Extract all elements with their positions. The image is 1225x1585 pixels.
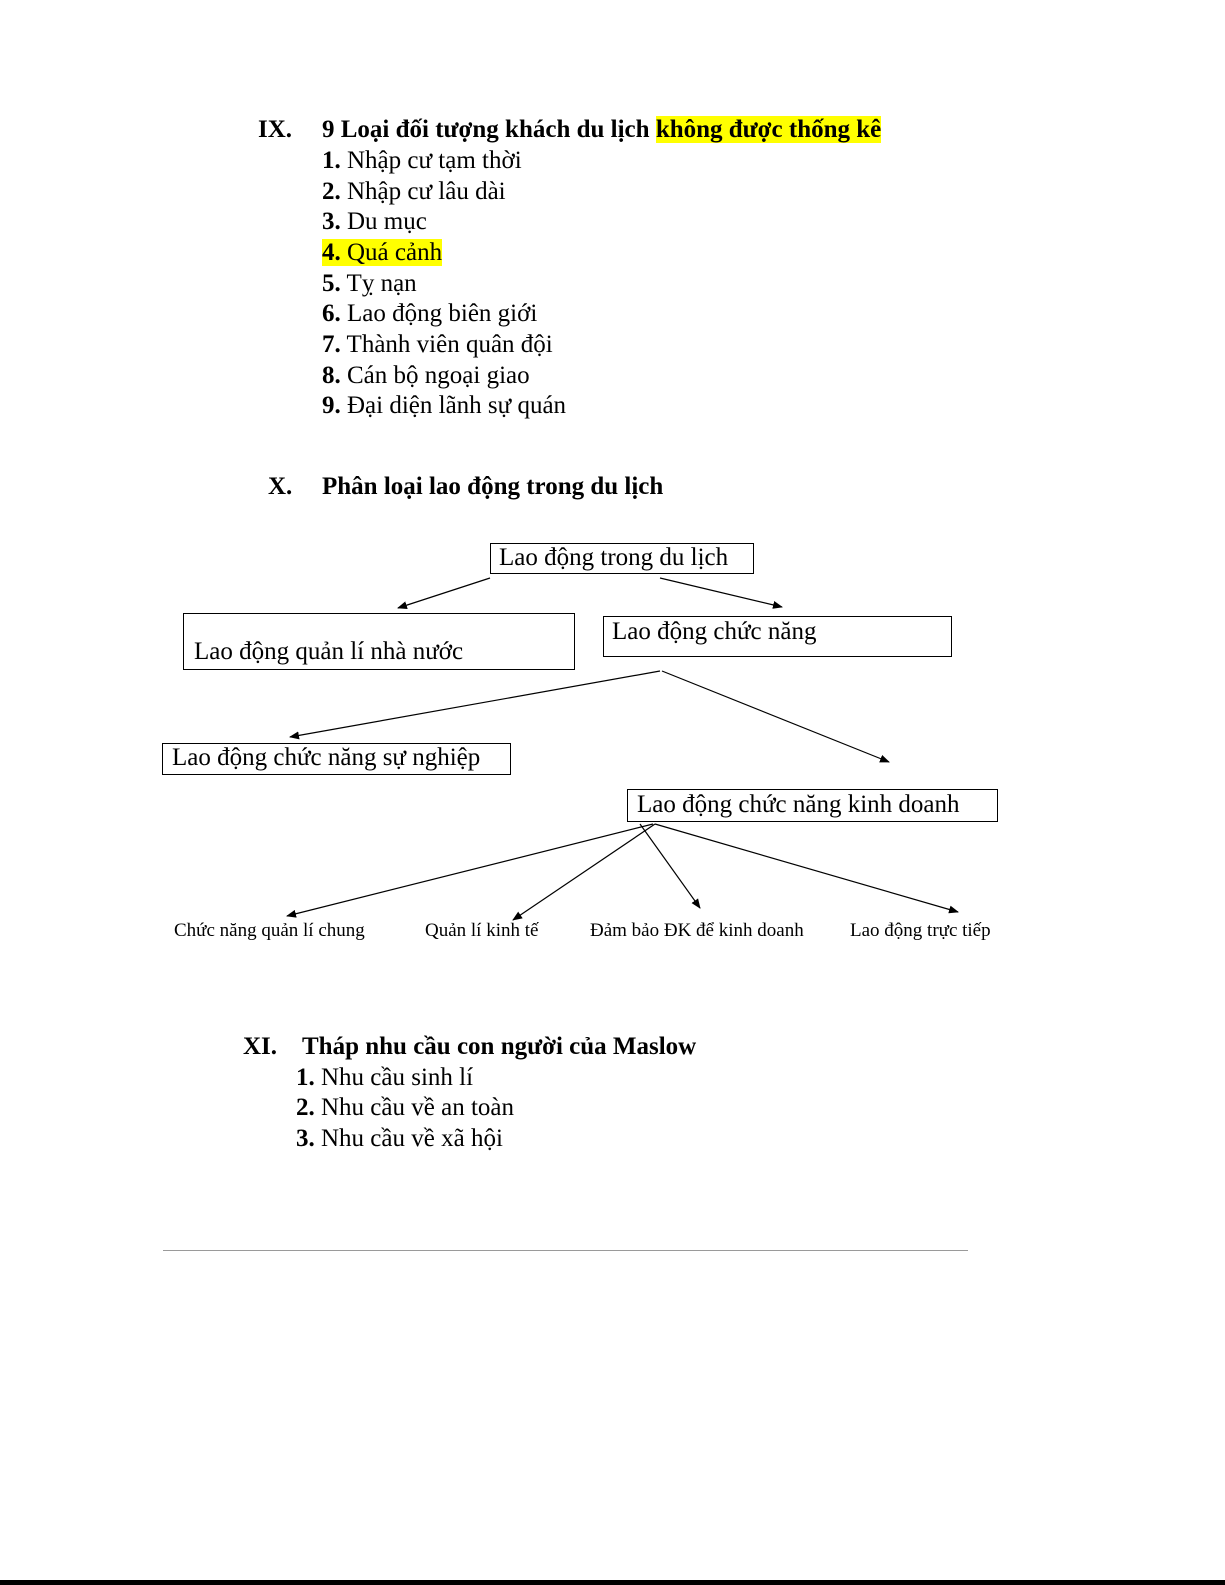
arrow-root-to-functional (660, 578, 782, 607)
node-label: Lao động quản lí nhà nước (194, 638, 464, 665)
list-text: Nhập cư lâu dài (340, 178, 506, 205)
arrow-business-to-leaf-2 (513, 824, 655, 920)
section-ix-title-highlight: không được thống kê (655, 116, 882, 143)
arrow-root-to-state (398, 578, 490, 608)
list-number: 4. (322, 239, 341, 266)
list-text: Lao động biên giới (340, 300, 538, 327)
list-number: 6. (322, 300, 341, 327)
list-text: Du mục (340, 208, 427, 235)
list-number: 2. (296, 1094, 315, 1121)
list-number: 2. (322, 178, 341, 205)
list-number: 3. (296, 1125, 315, 1152)
list-number: 1. (322, 147, 341, 174)
list-item (296, 1123, 503, 1154)
node-state-management (183, 613, 575, 670)
list-number: 7. (322, 331, 341, 358)
page-divider (163, 1250, 968, 1251)
node-functional-public (162, 743, 511, 775)
list-number: 1. (296, 1064, 315, 1091)
list-number: 8. (322, 362, 341, 389)
section-xi-title: Tháp nhu cầu con người của Maslow (302, 1033, 697, 1060)
node-root (490, 543, 754, 574)
leaf-direct-labor: Lao động trực tiếp (850, 920, 991, 941)
arrow-business-to-leaf-4 (655, 824, 958, 912)
section-x-title: Phân loại lao động trong du lịch (322, 473, 664, 500)
list-number: 9. (322, 392, 341, 419)
list-item (296, 1062, 473, 1093)
node-functional (603, 616, 952, 657)
node-functional-business (627, 789, 998, 822)
arrow-functional-to-public (290, 671, 660, 737)
node-label: Lao động chức năng (612, 618, 817, 645)
list-text: Nhu cầu về an toàn (314, 1094, 514, 1121)
leaf-general-management: Chức năng quản lí chung (174, 920, 365, 941)
arrow-business-to-leaf-1 (287, 824, 653, 916)
list-text: Đại diện lãnh sự quán (340, 392, 567, 419)
arrow-functional-to-business (662, 671, 889, 762)
section-ix-numeral: IX. (258, 116, 293, 143)
node-label: Lao động chức năng kinh doanh (637, 791, 960, 818)
list-number: 3. (322, 208, 341, 235)
node-label: Lao động trong du lịch (499, 544, 729, 571)
list-text: Cán bộ ngoại giao (340, 362, 530, 389)
section-x-numeral: X. (268, 473, 293, 500)
list-text: Thành viên quân đội (340, 331, 553, 358)
list-text: Quá cảnh (340, 239, 443, 266)
list-text: Nhập cư tạm thời (340, 147, 522, 174)
arrow-business-to-leaf-3 (640, 824, 700, 908)
section-xi-numeral: XI. (243, 1033, 278, 1060)
bottom-edge-rule (0, 1580, 1225, 1585)
leaf-business-conditions: Đảm bảo ĐK để kinh doanh (590, 920, 804, 941)
list-text: Nhu cầu về xã hội (314, 1125, 503, 1152)
list-number: 5. (322, 270, 341, 297)
leaf-economic-management: Quản lí kinh tế (425, 920, 539, 941)
section-ix-title-prefix: 9 Loại đối tượng khách du lịch (322, 116, 656, 143)
list-text: Tỵ nạn (340, 270, 417, 297)
list-item (296, 1092, 514, 1123)
node-label: Lao động chức năng sự nghiệp (172, 744, 481, 771)
list-text: Nhu cầu sinh lí (314, 1064, 474, 1091)
